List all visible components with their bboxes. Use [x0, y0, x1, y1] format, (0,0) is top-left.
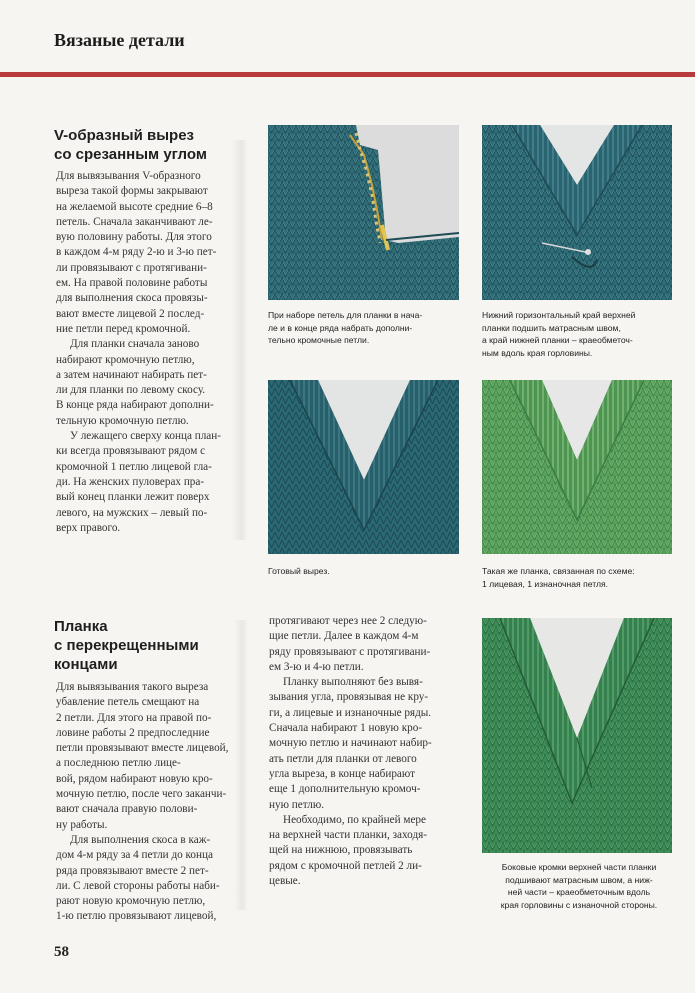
paragraph	[269, 675, 459, 813]
text-line: ряду провязывают с протягивани-	[269, 645, 431, 658]
caption-line: При наборе петель для планки в нача-	[268, 310, 423, 320]
text-line: верх правого.	[56, 521, 121, 534]
text-line: ли для планки по левому скосу.	[56, 384, 206, 397]
text-line: выреза такой формы закрывают	[56, 185, 208, 198]
text-line: петель. Сначала заканчивают ле-	[56, 215, 213, 228]
text-line: протягивают через нее 2 следую-	[269, 615, 427, 627]
photo3-caption	[268, 565, 464, 578]
text-line: на желаемой высоте средние 6–8	[56, 200, 213, 213]
paragraph	[56, 169, 241, 337]
photo-green-vneck	[482, 380, 672, 554]
text-line: ловине работы 2 предпоследние	[56, 726, 210, 739]
text-line: ать петли для планки от левого	[269, 752, 417, 765]
text-line: Планку выполняют без вывя-	[283, 676, 423, 689]
text-line: угла выреза, в конце набирают	[269, 767, 415, 780]
caption-line: тельно кромочные петли.	[268, 335, 370, 345]
paragraph	[269, 614, 459, 675]
text-line: мочную петлю и начинают набир-	[269, 737, 432, 750]
paragraph	[56, 337, 241, 429]
text-line: Для планки сначала заново	[70, 338, 200, 351]
text-line: вают вместе лицевой 2 послед-	[56, 307, 205, 320]
section2-title-line: с перекрещенными	[54, 637, 199, 654]
text-line: 1-ю петлю провязывают лицевой,	[56, 910, 217, 923]
photo2-caption	[482, 309, 682, 359]
text-line: ли провязывают с протягивани-	[56, 261, 207, 274]
text-line: рядом с кромочной петлей 2 ли-	[269, 859, 422, 872]
text-line: еще 1 дополнительную кромоч-	[269, 783, 421, 796]
paragraph	[56, 833, 241, 925]
text-line: вают сначала правую полови-	[56, 803, 198, 816]
photo4-caption	[482, 565, 682, 590]
column2-body	[269, 614, 459, 889]
text-line: Необходимо, по крайней мере	[283, 813, 426, 826]
page-number: 58	[54, 944, 69, 960]
text-line: Сначала набирают 1 новую кро-	[269, 722, 423, 735]
caption-line: ле и в конце ряда набрать дополни-	[268, 322, 413, 333]
caption-line: Нижний горизонтальный край верхней	[482, 310, 636, 320]
text-line: на верхней части планки, заходя-	[269, 829, 428, 842]
caption-line: Готовый вырез.	[268, 566, 330, 576]
text-line: вую половину работы. Для этого	[56, 231, 212, 244]
section2-title-line: Планка	[54, 618, 108, 635]
text-line: Для вывязывания такого выреза	[56, 681, 209, 693]
text-line: цевые.	[269, 875, 301, 888]
text-line: У лежащего сверху конца план-	[70, 430, 221, 443]
text-line: а последнюю петлю лице-	[56, 757, 181, 770]
text-line: зывания угла, провязывая не кру-	[269, 691, 429, 704]
photo1-caption	[268, 309, 464, 347]
section2-title-line: концами	[54, 656, 118, 673]
photo5-caption	[478, 861, 680, 911]
section1-title-line: V-образный вырез	[54, 127, 194, 144]
text-line: петли провязывают вместе лицевой,	[56, 742, 229, 755]
text-line: щей на нижнюю, провязывать	[269, 844, 413, 857]
caption-line: Такая же планка, связанная по схеме:	[482, 566, 635, 576]
section-header-title: Вязаные детали	[54, 30, 185, 50]
caption-line: края горловины с изнаночной стороны.	[500, 899, 658, 910]
caption-line: ней части – краеобметочным вдоль	[507, 887, 651, 897]
text-line: вый конец планки лежит поверх	[56, 491, 210, 504]
paragraph	[56, 429, 241, 536]
caption-line: подшивают матрасным швом, а ниж-	[505, 874, 653, 885]
text-line: левого, на мужских – левый по-	[56, 506, 208, 519]
text-line: ем. На правой половине работы	[56, 277, 208, 290]
text-line: ки всегда провязывают рядом с	[56, 445, 206, 458]
photo-vneck-pinned	[482, 125, 672, 300]
text-line: для выполнения скоса провязы-	[56, 292, 208, 305]
text-line: ли. С левой стороны работы наби-	[56, 879, 220, 892]
section2-title	[54, 617, 199, 674]
photo-needle-pickup	[268, 125, 459, 300]
header-rule	[0, 72, 695, 77]
text-line: в каждом 4-м ряду 2-ю и 3-ю пет-	[56, 246, 217, 259]
text-line: рают новую кромочную петлю,	[56, 895, 206, 908]
caption-line: планки подшить матрасным швом,	[482, 322, 621, 333]
text-line: Для вывязывания V-образного	[56, 170, 201, 182]
text-line: мочную петлю, после чего заканчи-	[56, 788, 227, 801]
section1-body	[56, 169, 241, 536]
text-line: ди. На женских пуловерах пра-	[56, 475, 205, 488]
section2-body	[56, 680, 241, 925]
text-line: убавление петель смещают на	[56, 696, 200, 709]
text-line: вой, рядом набирают новую кро-	[56, 772, 213, 785]
caption-line: 1 лицевая, 1 изнаночная петля.	[482, 578, 609, 589]
text-line: ную петлю.	[269, 798, 325, 811]
text-line: тельную кромочную петлю.	[56, 414, 189, 427]
text-line: 2 петли. Для этого на правой по-	[56, 711, 212, 724]
text-line: а затем начинают набирать пет-	[56, 368, 207, 381]
text-line: В конце ряда набирают дополни-	[56, 399, 214, 412]
section1-title-line: со срезанным углом	[54, 146, 207, 163]
text-line: ну работы.	[56, 818, 108, 831]
photo-finished-vneck	[268, 380, 459, 554]
photo-crossed-band-vneck	[482, 618, 672, 853]
caption-line: ным вдоль края горловины.	[482, 347, 593, 358]
text-line: ние петли перед кромочной.	[56, 322, 191, 335]
text-line: дом 4-м ряду за 4 петли до конца	[56, 849, 213, 862]
caption-line: а край нижней планки – краеобметоч-	[482, 335, 633, 345]
text-line: кромочной 1 петлю лицевой гла-	[56, 460, 212, 473]
text-line: Для выполнения скоса в каж-	[70, 833, 211, 846]
caption-line: Боковые кромки верхней части планки	[501, 862, 657, 872]
paragraph	[56, 680, 241, 833]
text-line: ряда провязывают вместе 2 пет-	[56, 864, 209, 877]
text-line: щие петли. Далее в каждом 4-м	[269, 630, 419, 643]
section1-title	[54, 126, 207, 164]
text-line: ги, а лицевые и изнаночные ряды.	[269, 706, 432, 719]
paragraph	[269, 813, 459, 889]
text-line: ем 3-ю и 4-ю петли.	[269, 660, 364, 673]
text-line: набирают кромочную петлю,	[56, 353, 195, 366]
